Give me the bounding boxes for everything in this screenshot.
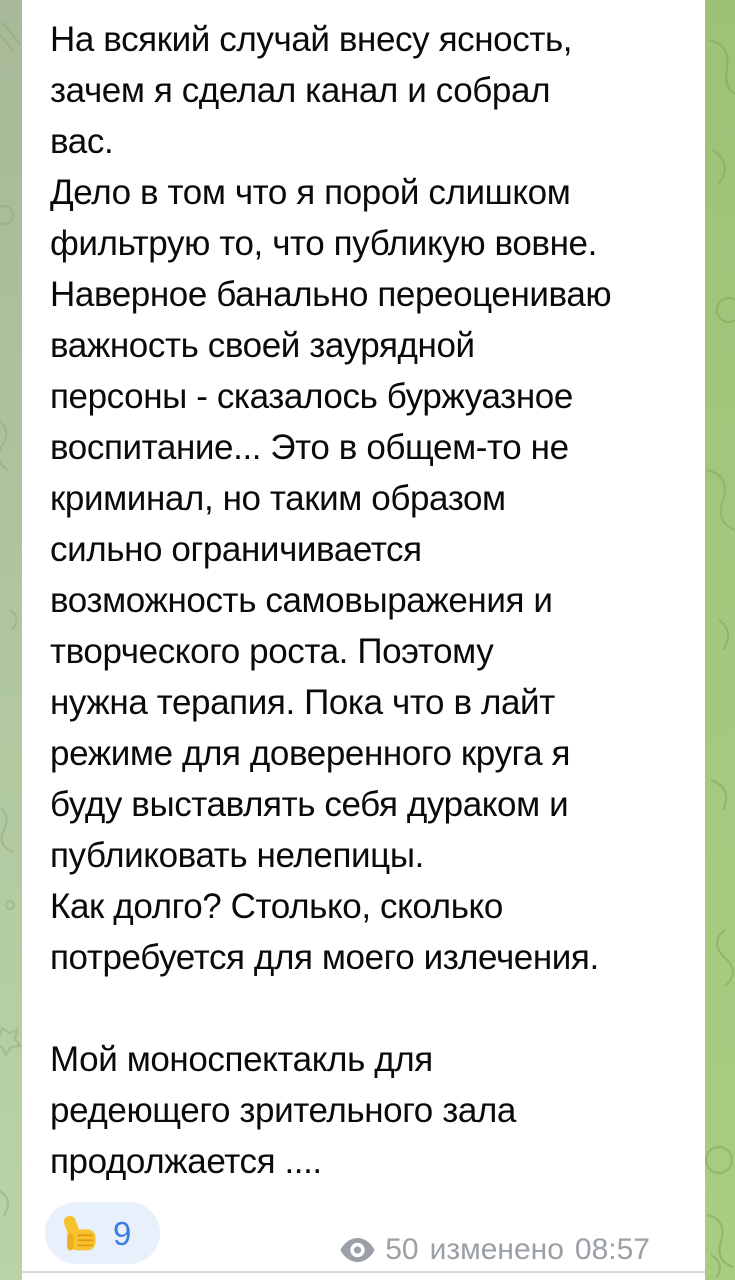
reaction-count: 9	[113, 1214, 132, 1252]
message-line: редеющего зрительного зала	[50, 1091, 516, 1130]
message-line: творческого роста. Поэтому	[50, 632, 494, 671]
message-time: 08:57	[574, 1233, 650, 1266]
message-line: буду выставлять себя дураком и	[50, 785, 569, 824]
message-text	[50, 14, 685, 1187]
message-line: криминал, но таким образом	[50, 479, 506, 518]
message-line: На всякий случай внесу ясность,	[50, 20, 573, 59]
message-line: потребуется для моего излечения.	[50, 938, 599, 977]
message-line: вас.	[50, 122, 114, 161]
message-line: воспитание... Это в общем-то не	[50, 428, 569, 467]
message-meta	[339, 1233, 650, 1267]
views-count: 50	[385, 1233, 419, 1266]
message-bubble[interactable]	[22, 0, 705, 1280]
message-line: важность своей заурядной	[50, 326, 475, 365]
doodle-pattern	[705, 0, 735, 1280]
message-line: Дело в том что я порой слишком	[50, 173, 571, 212]
message-line: нужна терапия. Пока что в лайт	[50, 683, 555, 722]
views-eye-icon	[339, 1237, 376, 1263]
message-line: Как долго? Столько, сколько	[50, 887, 503, 926]
next-message-bubble	[22, 1273, 705, 1280]
message-line: продолжается ....	[50, 1142, 322, 1181]
message-line	[50, 983, 685, 1034]
message-line: фильтрую то, что публикую вовне.	[50, 224, 597, 263]
message-line: Мой моноспектакль для	[50, 1040, 433, 1079]
message-line: сильно ограничивается	[50, 530, 422, 569]
thumbs-up-icon	[58, 1211, 102, 1255]
message-line: зачем я сделал канал и собрал	[50, 71, 551, 110]
wallpaper-right-strip	[705, 0, 735, 1280]
message-line: возможность самовыражения и	[50, 581, 553, 620]
message-line: персоны - сказалось буржуазное	[50, 377, 573, 416]
wallpaper-left-strip	[0, 0, 22, 1280]
doodle-pattern	[0, 0, 22, 1280]
message-line: режиме для доверенного круга я	[50, 734, 571, 773]
message-line: Наверное банально переоцениваю	[50, 275, 612, 314]
reaction-thumbs-up-button[interactable]	[45, 1202, 160, 1264]
edited-label: изменено	[429, 1233, 564, 1266]
message-line: публиковать нелепицы.	[50, 836, 424, 875]
